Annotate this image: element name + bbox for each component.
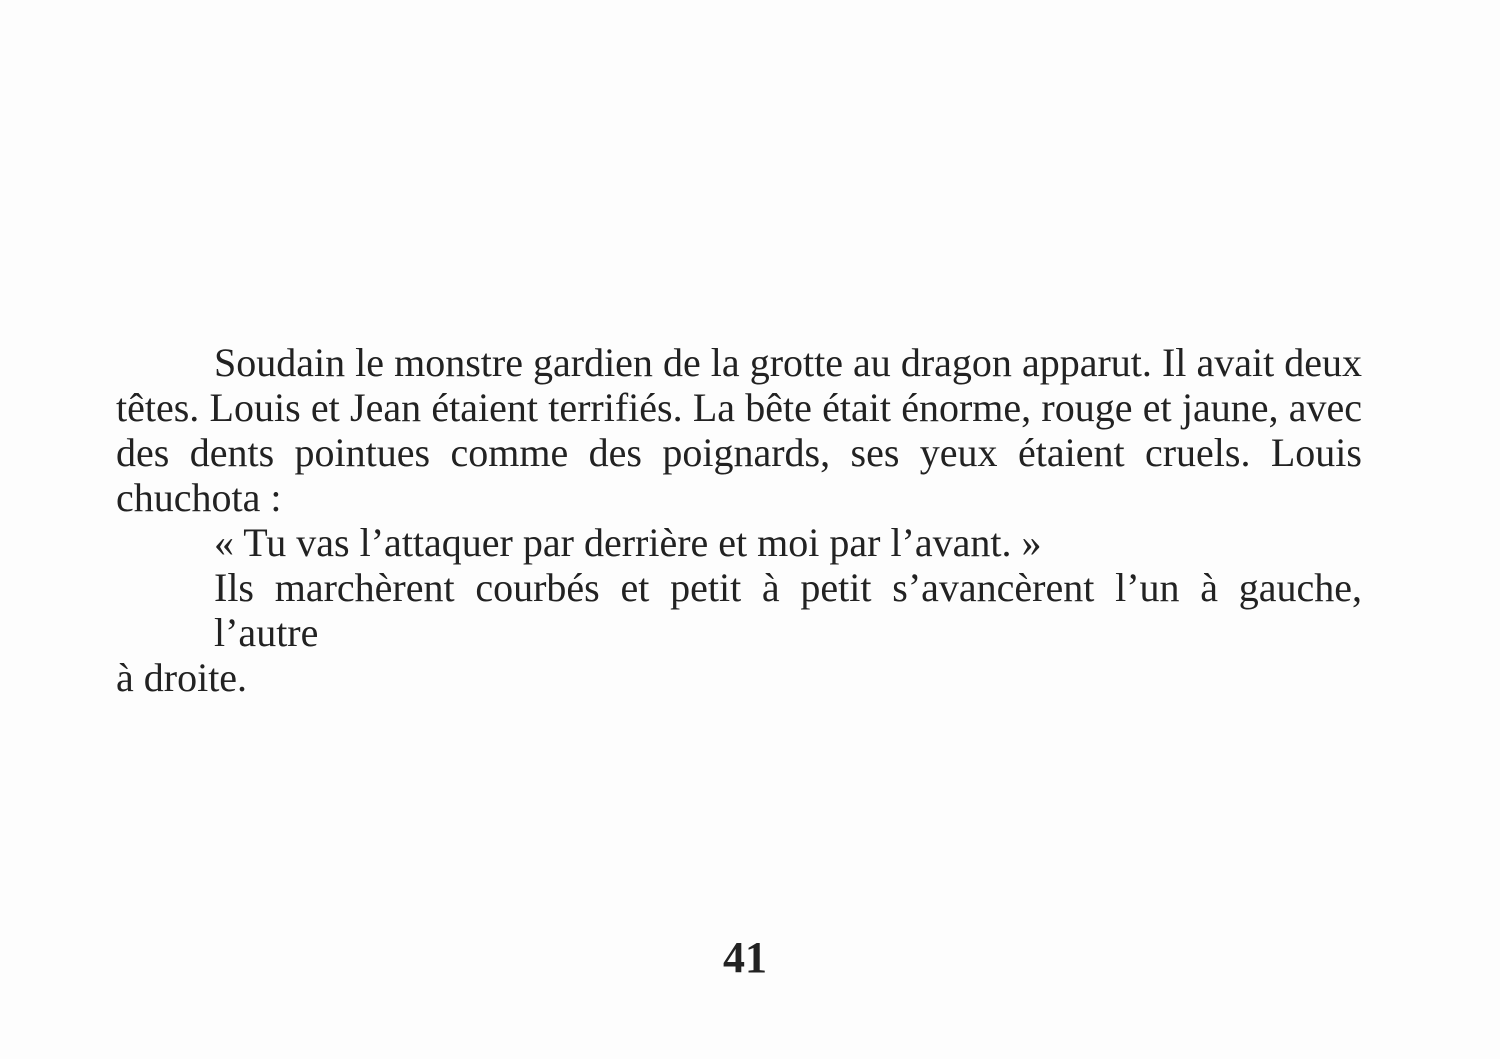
paragraph2-line2: à droite. <box>116 655 248 700</box>
page-number: 41 <box>723 933 767 982</box>
paragraph1-line1: Soudain le monstre gardien de la grotte au dragon apparut. Il avait deux <box>214 340 1362 385</box>
paragraph1-line3: des dents pointues comme des poignards, ses yeux étaient cruels. Louis <box>116 430 1362 475</box>
story-text <box>116 340 1362 700</box>
quote-line: « Tu vas l’attaquer par derrière et moi par l’avant. » <box>214 520 1042 565</box>
paragraph2-line1: Ils marchèrent courbés et petit à petit s’avancèrent l’un à gauche, l’autre <box>214 565 1362 655</box>
paragraph1-line2: têtes. Louis et Jean étaient terrifiés. La bête était énorme, rouge et jaune, avec <box>116 385 1362 430</box>
paragraph1-line4: chuchota : <box>116 475 282 520</box>
